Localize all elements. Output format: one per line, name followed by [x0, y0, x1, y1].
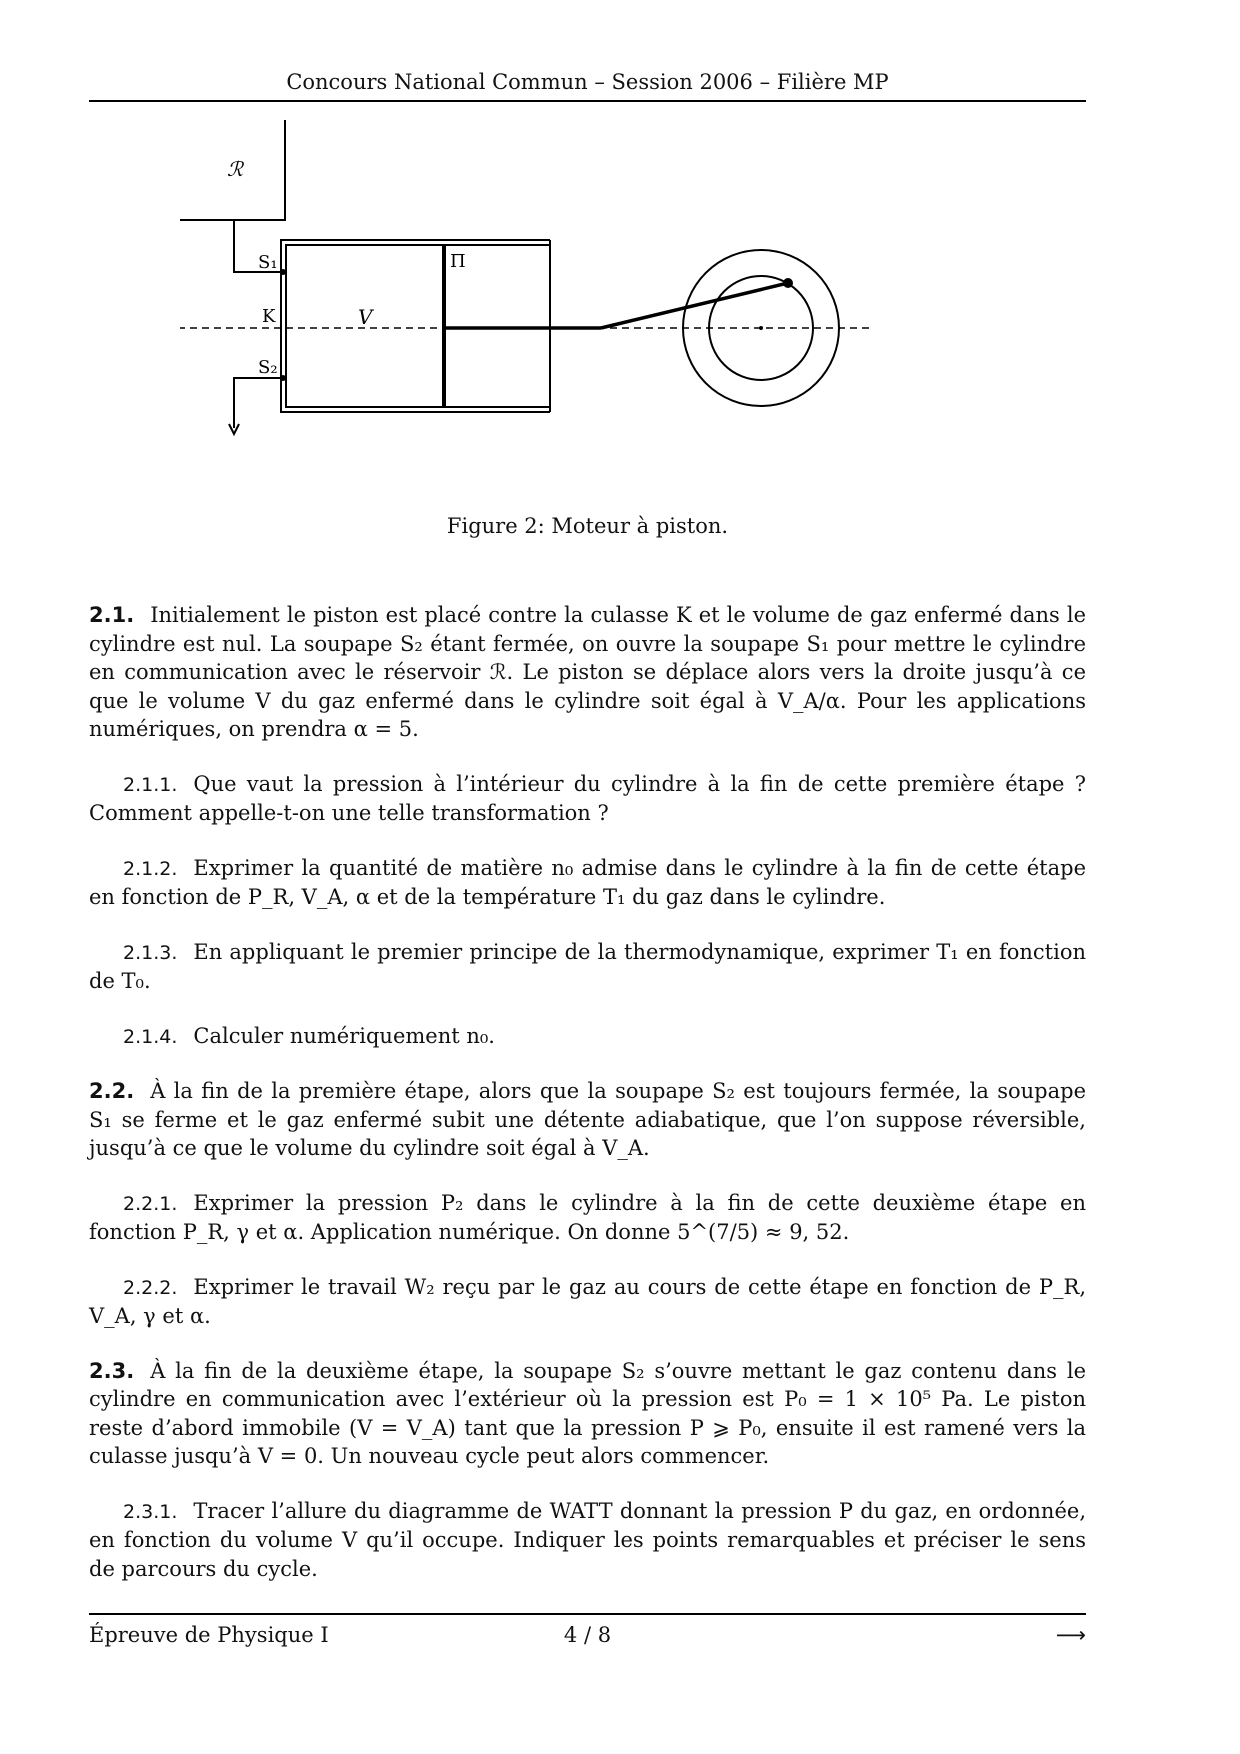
question-2-1 [89, 601, 1086, 744]
question-2-2-1 [89, 1189, 1086, 1247]
valve-s1-dot [280, 269, 286, 275]
question-2-2-2 [89, 1273, 1086, 1331]
cylinder-inner-wall [286, 245, 550, 407]
question-2-2 [89, 1077, 1086, 1163]
valve-s2-label: S₂ [258, 357, 278, 378]
question-2-1-1 [89, 770, 1086, 828]
question-text: À la fin de la première étape, alors que la soupape S₂ est toujours fermée, la soupape S₁ se ferme et le gaz enfermé subit une détente adiabatique, que l’on suppose réversible, jusqu’à ce que le volume du cylindre soit égal à V_A. [89, 1079, 1086, 1160]
question-number: 2.1.1. [123, 773, 178, 796]
piston-engine-diagram [180, 120, 980, 500]
question-number: 2.2.1. [123, 1192, 178, 1215]
question-2-1-3 [89, 938, 1086, 996]
question-text: Initialement le piston est placé contre la culasse K et le volume de gaz enfermé dans le cylindre est nul. La soupape S₂ étant fermée, on ouvre la soupape S₁ pour mettre le cylindre en communication avec le réservoir ℛ. Le piston se déplace alors vers la droite jusqu’à ce que le volume V du gaz enfermé dans le cylindre soit égal à V_A/α. Pour les applications numériques, on prendra α = 5. [89, 603, 1086, 741]
connecting-rod [601, 283, 788, 328]
outlet-pipe [234, 378, 283, 428]
question-2-3-1 [89, 1497, 1086, 1584]
footer-rule [89, 1613, 1086, 1615]
exam-name: Épreuve de Physique I [89, 1623, 329, 1647]
question-text: En appliquant le premier principe de la thermodynamique, exprimer T₁ en fonction de T₀. [89, 939, 1086, 993]
page-footer [89, 1623, 1086, 1653]
question-number: 2.2.2. [123, 1276, 178, 1299]
page-header: Concours National Commun – Session 2006 – Filière MP [286, 70, 889, 94]
next-page-arrow-icon: ⟶ [1055, 1623, 1086, 1647]
question-text: Tracer l’allure du diagramme de WATT donnant la pression P du gaz, en ordonnée, en fonction du volume V qu’il occupe. Indiquer les points remarquables et préciser le sens de parcours du cycle. [89, 1498, 1086, 1581]
crank-pin [783, 278, 793, 288]
cylinder-outer-wall [281, 240, 550, 412]
question-text: À la fin de la deuxième étape, la soupape S₂ s’ouvre mettant le gaz contenu dans le cylindre en communication avec l’extérieur où la pression est P₀ = 1 × 10⁵ Pa. Le piston reste d’abord immobile (V = V_A) tant que la pression P ⩾ P₀, ensuite il est ramené vers la culasse jusqu’à V = 0. Un nouveau cycle peut alors commencer. [89, 1358, 1086, 1468]
questions-body [89, 595, 1086, 1609]
question-2-1-4 [89, 1022, 1086, 1052]
wheel-center [759, 326, 763, 330]
question-number: 2.1.4. [123, 1025, 178, 1048]
piston-label: Π [450, 251, 466, 272]
question-number: 2.3. [89, 1358, 135, 1383]
question-text: Que vaut la pression à l’intérieur du cylindre à la fin de cette première étape ? Comment appelle-t-on une telle transformation ? [89, 771, 1086, 825]
question-text: Exprimer la pression P₂ dans le cylindre à la fin de cette deuxième étape en fonction P_R, γ et α. Application numérique. On donne 5^(7/5) ≈ 9, 52. [89, 1190, 1086, 1244]
header-rule [89, 100, 1086, 102]
question-number: 2.1.2. [123, 857, 178, 880]
piston-engine-figure [180, 120, 980, 500]
question-2-3 [89, 1357, 1086, 1471]
question-text: Exprimer la quantité de matière n₀ admise dans le cylindre à la fin de cette étape en fonction de P_R, V_A, α et de la température T₁ du gaz dans le cylindre. [89, 855, 1086, 909]
question-2-1-2 [89, 854, 1086, 912]
question-number: 2.2. [89, 1079, 135, 1103]
valve-s1-label: S₁ [258, 252, 278, 273]
page-number: 4 / 8 [563, 1623, 612, 1647]
culasse-k-label: K [262, 306, 276, 327]
question-number: 2.3.1. [123, 1500, 178, 1523]
question-text: Calculer numériquement n₀. [193, 1023, 495, 1048]
question-number: 2.1. [89, 603, 135, 627]
question-number: 2.1.3. [123, 941, 178, 964]
valve-s2-dot [280, 375, 286, 381]
reservoir-label: ℛ [227, 157, 243, 181]
figure-caption: Figure 2: Moteur à piston. [446, 514, 729, 538]
question-text: Exprimer le travail W₂ reçu par le gaz au cours de cette étape en fonction de P_R, V_A, γ et α. [89, 1274, 1086, 1328]
gas-volume-label: V [358, 305, 373, 329]
